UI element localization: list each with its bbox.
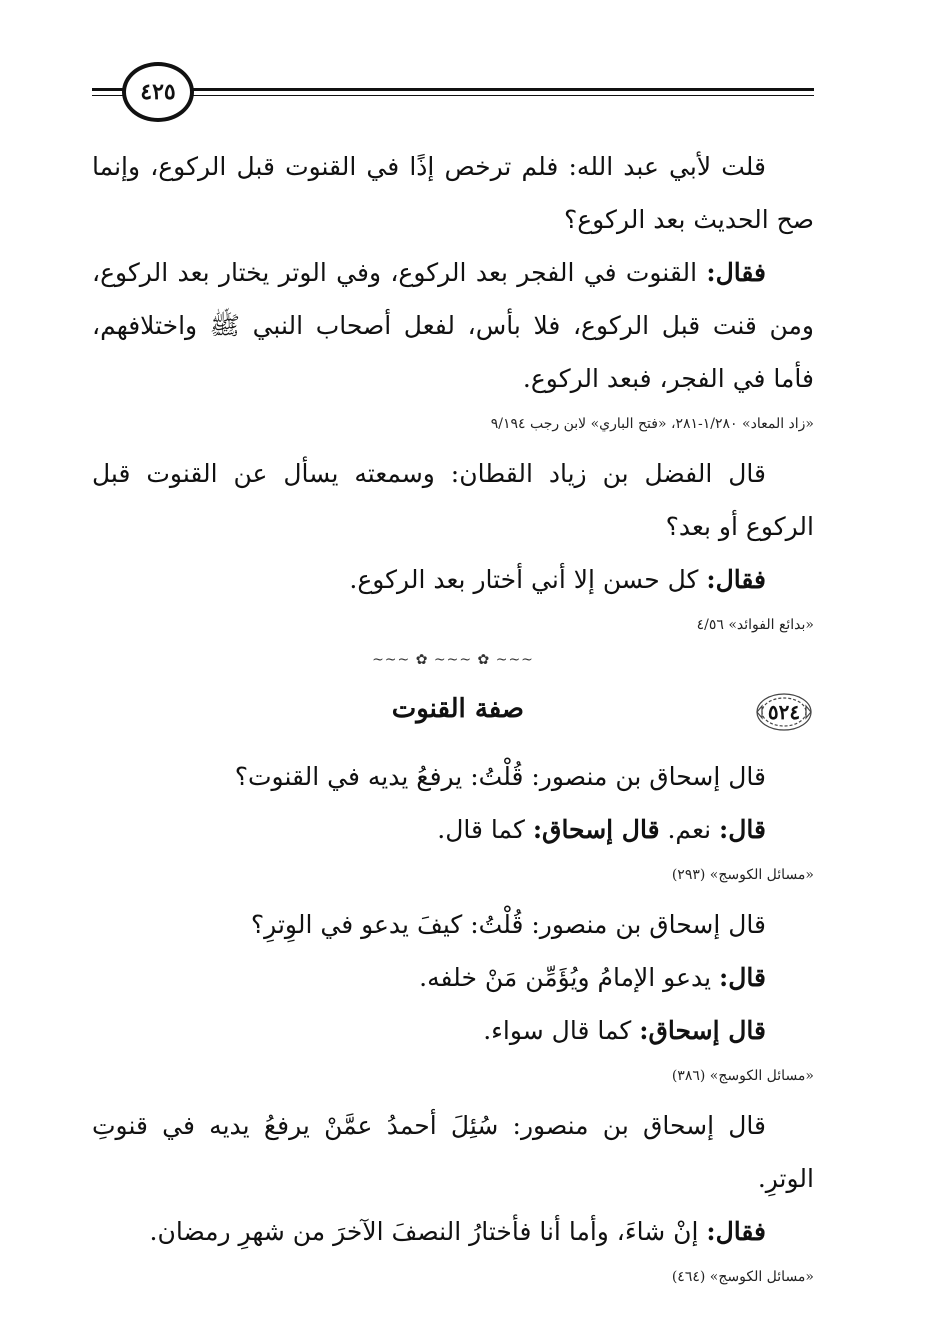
paragraph: [92, 553, 814, 606]
question-line: قال إسحاق بن منصور: سُئِلَ أحمدُ عمَّنْ يرفعُ يديه في قنوتِ الوترِ.: [92, 1111, 814, 1193]
answer-line: [92, 1004, 814, 1057]
paragraph: قال الفضل بن زياد القطان: وسمعته يسأل عن القنوت قبل الركوع أو بعد؟: [92, 459, 814, 541]
page-number: ٤٢٥: [122, 62, 194, 122]
speaker-label: فقال:: [706, 565, 766, 594]
paragraph: [92, 246, 814, 405]
speaker-label: قال:: [719, 963, 766, 992]
answer-line: [92, 1205, 814, 1258]
section-divider-ornament: ~~~ ✿ ~~~ ✿ ~~~: [372, 652, 534, 668]
citation: «مسائل الكوسج» (٢٩٣): [671, 867, 814, 883]
page-body: [92, 140, 814, 1300]
header-rule-right-thin: [190, 95, 814, 96]
answer-text: يدعو الإمامُ ويُؤَمِّن مَنْ خلفه.: [419, 963, 720, 992]
paragraph-text: كل حسن إلا أني أختار بعد الركوع.: [349, 565, 707, 594]
paragraph-text: القنوت في الفجر بعد الركوع، وفي الوتر يختار بعد الركوع، ومن قنت قبل الركوع، فلا بأس، لفعل أصحاب النبي ﷺ واختلافهم، فأما في الفجر، فبعد الركوع.: [92, 258, 814, 393]
citation: «مسائل الكوسج» (٣٨٦): [671, 1068, 814, 1084]
speaker-label: قال إسحاق:: [639, 1016, 766, 1045]
answer-text: إنْ شاءَ، وأما أنا فأختارُ النصفَ الآخرَ من شهرِ رمضان.: [149, 1217, 707, 1246]
speaker-label: قال إسحاق:: [532, 815, 660, 844]
paragraph: قلت لأبي عبد الله: فلم ترخص إذًا في القنوت قبل الركوع، وإنما صح الحديث بعد الركوع؟: [92, 152, 814, 234]
page-header: [0, 58, 930, 128]
section-number-badge: [754, 690, 814, 734]
answer-line: [92, 951, 814, 1004]
section-title: صفة القنوت: [391, 694, 524, 724]
citation: «مسائل الكوسج» (٤٦٤): [671, 1269, 814, 1285]
answer-line: [92, 803, 814, 856]
header-rule-left-thin: [92, 95, 126, 96]
answer-text: كما قال سواء.: [483, 1016, 640, 1045]
question-line: قال إسحاق بن منصور: قُلْتُ: يرفعُ يديه في القنوت؟: [234, 762, 766, 791]
section-heading: [92, 686, 814, 746]
answer-text: نعم.: [659, 815, 720, 844]
question-line: قال إسحاق بن منصور: قُلْتُ: كيفَ يدعو في الوِترِ؟: [250, 910, 766, 939]
header-rule-right: [190, 88, 814, 91]
speaker-label: فقال:: [706, 258, 766, 287]
speaker-label: قال:: [719, 815, 766, 844]
citation: «بدائع الفوائد» ٤/٥٦: [696, 617, 814, 633]
header-rule-left: [92, 88, 126, 91]
citation: «زاد المعاد» ١/٢٨٠-٢٨١، «فتح الباري» لابن رجب ٩/١٩٤: [490, 416, 814, 432]
section-number: ٥٢٤: [767, 700, 801, 724]
answer-text: كما قال.: [437, 815, 533, 844]
speaker-label: فقال:: [706, 1217, 766, 1246]
